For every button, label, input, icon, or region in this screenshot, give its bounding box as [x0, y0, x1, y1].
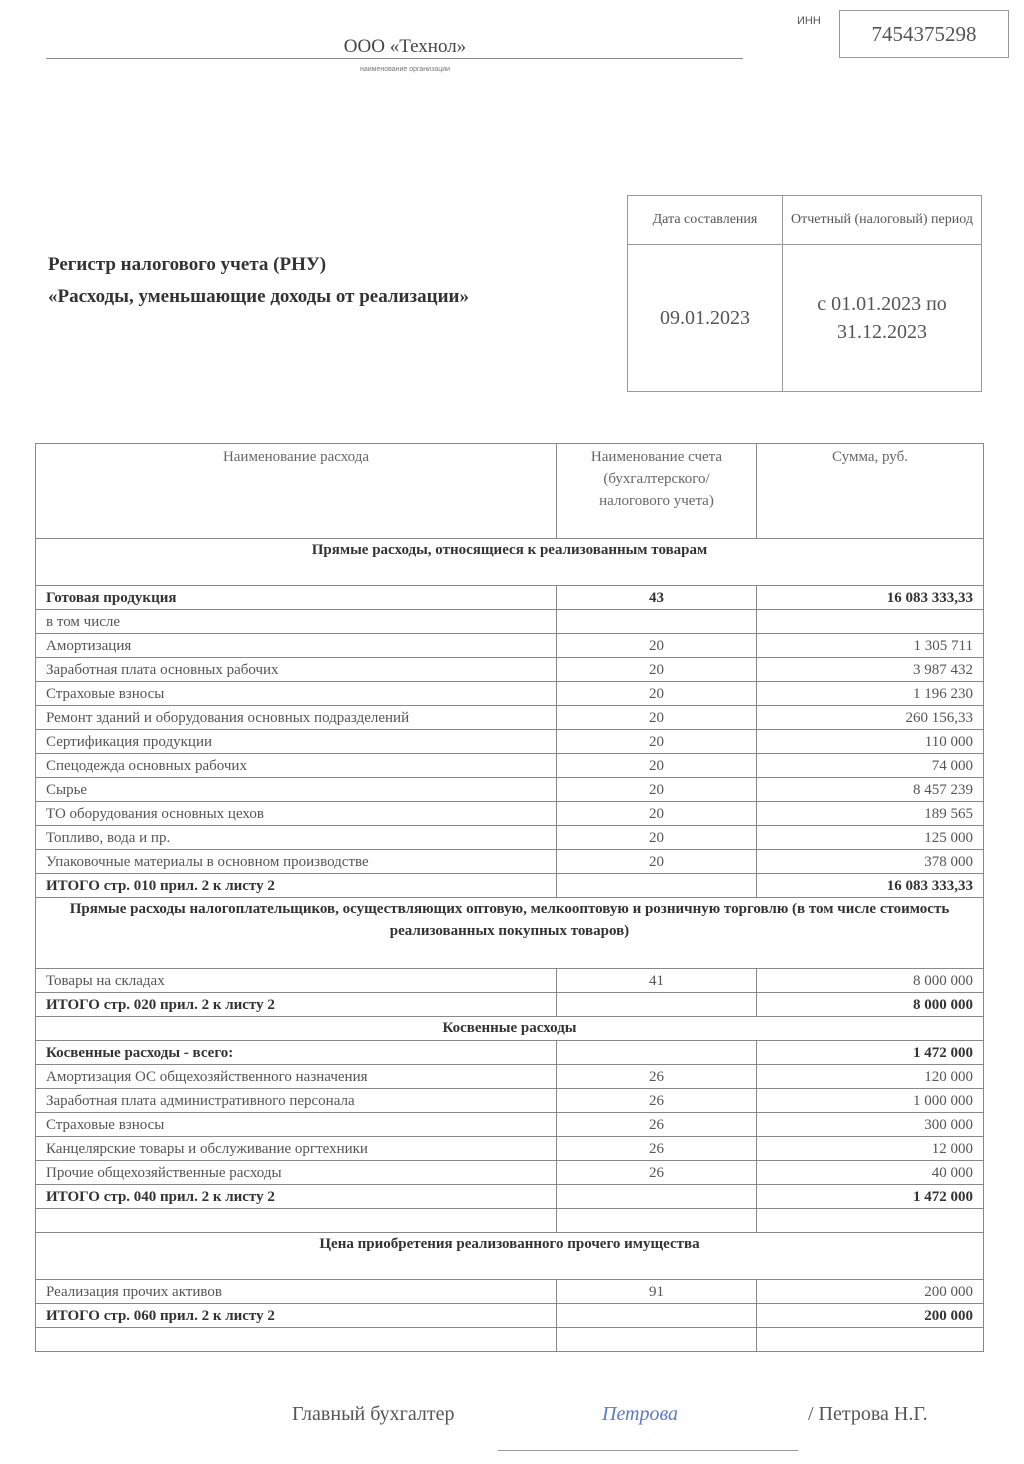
- expense-name-cell: Спецодежда основных рабочих: [36, 754, 557, 778]
- table-row: [36, 610, 984, 634]
- table-row: [36, 778, 984, 802]
- empty-row: [36, 1209, 984, 1233]
- account-cell: 41: [557, 969, 757, 993]
- table-row: [36, 1065, 984, 1089]
- expense-name-cell: Упаковочные материалы в основном производстве: [36, 850, 557, 874]
- table-row: [36, 850, 984, 874]
- account-cell: 26: [557, 1113, 757, 1137]
- section-header-row: [36, 1233, 984, 1280]
- account-cell: 20: [557, 850, 757, 874]
- section-title: Косвенные расходы: [36, 1017, 984, 1041]
- period-label: Отчетный (налоговый) период: [783, 196, 982, 245]
- expense-name-cell: ИТОГО стр. 040 прил. 2 к листу 2: [36, 1185, 557, 1209]
- expense-name-cell: [36, 1328, 557, 1352]
- account-cell: 26: [557, 1089, 757, 1113]
- account-cell: 20: [557, 658, 757, 682]
- account-cell: [557, 1185, 757, 1209]
- amount-cell: 8 457 239: [757, 778, 984, 802]
- expense-name-cell: Страховые взносы: [36, 1113, 557, 1137]
- total-row: [36, 1041, 984, 1065]
- empty-row: [36, 1328, 984, 1352]
- amount-cell: 8 000 000: [757, 993, 984, 1017]
- amount-cell: 8 000 000: [757, 969, 984, 993]
- expense-name-cell: Страховые взносы: [36, 682, 557, 706]
- account-cell: 91: [557, 1280, 757, 1304]
- amount-cell: 1 305 711: [757, 634, 984, 658]
- account-cell: 20: [557, 754, 757, 778]
- section-title: Цена приобретения реализованного прочего имущества: [36, 1233, 984, 1280]
- total-row: [36, 874, 984, 898]
- column-header-account: Наименование счета (бухгалтерского/ налогового учета): [557, 444, 757, 539]
- amount-cell: [757, 1328, 984, 1352]
- table-row: [36, 1280, 984, 1304]
- account-cell: 26: [557, 1161, 757, 1185]
- amount-cell: 1 000 000: [757, 1089, 984, 1113]
- account-cell: 20: [557, 682, 757, 706]
- amount-cell: 1 472 000: [757, 1041, 984, 1065]
- register-title: [48, 249, 469, 313]
- signatory-name: / Петрова Н.Г.: [808, 1403, 928, 1425]
- amount-cell: 110 000: [757, 730, 984, 754]
- table-row: [36, 1113, 984, 1137]
- amount-cell: 16 083 333,33: [757, 586, 984, 610]
- expense-name-cell: Заработная плата административного персонала: [36, 1089, 557, 1113]
- date-value: 09.01.2023: [628, 245, 783, 392]
- table-row: [36, 754, 984, 778]
- table-row: [36, 658, 984, 682]
- expense-name-cell: Сырье: [36, 778, 557, 802]
- register-title-line1: Регистр налогового учета (РНУ): [48, 254, 327, 275]
- table-row: [36, 1137, 984, 1161]
- expense-name-cell: Сертификация продукции: [36, 730, 557, 754]
- expense-name-cell: ИТОГО стр. 020 прил. 2 к листу 2: [36, 993, 557, 1017]
- section-header-row: [36, 1017, 984, 1041]
- expense-name-cell: ТО оборудования основных цехов: [36, 802, 557, 826]
- account-cell: [557, 1328, 757, 1352]
- account-cell: 20: [557, 802, 757, 826]
- amount-cell: 1 472 000: [757, 1185, 984, 1209]
- amount-cell: 260 156,33: [757, 706, 984, 730]
- expense-name-cell: в том числе: [36, 610, 557, 634]
- account-cell: 20: [557, 826, 757, 850]
- expense-name-cell: Заработная плата основных рабочих: [36, 658, 557, 682]
- organization-name: ООО «Технол»: [343, 36, 467, 57]
- total-row: [36, 993, 984, 1017]
- amount-cell: 120 000: [757, 1065, 984, 1089]
- signatory-position: Главный бухгалтер: [292, 1403, 455, 1425]
- amount-cell: 74 000: [757, 754, 984, 778]
- section-header-row: [36, 539, 984, 586]
- total-row: [36, 586, 984, 610]
- amount-cell: [757, 1209, 984, 1233]
- table-row: [36, 730, 984, 754]
- account-cell: 20: [557, 706, 757, 730]
- table-row: [36, 706, 984, 730]
- amount-cell: 40 000: [757, 1161, 984, 1185]
- total-row: [36, 1185, 984, 1209]
- register-table: [35, 443, 984, 1352]
- date-period-box: [627, 195, 982, 392]
- expense-name-cell: Готовая продукция: [36, 586, 557, 610]
- expense-name-cell: ИТОГО стр. 060 прил. 2 к листу 2: [36, 1304, 557, 1328]
- amount-cell: 189 565: [757, 802, 984, 826]
- section-title: Прямые расходы, относящиеся к реализованным товарам: [36, 539, 984, 586]
- account-cell: [557, 1304, 757, 1328]
- table-row: [36, 682, 984, 706]
- account-cell: 26: [557, 1137, 757, 1161]
- account-cell: 26: [557, 1065, 757, 1089]
- account-cell: 20: [557, 778, 757, 802]
- table-row: [36, 802, 984, 826]
- account-cell: [557, 874, 757, 898]
- total-row: [36, 1304, 984, 1328]
- signature-line: [498, 1450, 798, 1451]
- section-header-row: [36, 898, 984, 969]
- amount-cell: 200 000: [757, 1304, 984, 1328]
- column-header-expense: Наименование расхода: [36, 444, 557, 539]
- account-cell: [557, 1041, 757, 1065]
- table-row: [36, 1161, 984, 1185]
- expense-name-cell: Топливо, вода и пр.: [36, 826, 557, 850]
- amount-cell: 200 000: [757, 1280, 984, 1304]
- amount-cell: 125 000: [757, 826, 984, 850]
- table-row: [36, 634, 984, 658]
- expense-name-cell: Канцелярские товары и обслуживание оргтехники: [36, 1137, 557, 1161]
- period-value: с 01.01.2023 по 31.12.2023: [783, 245, 982, 392]
- column-header-amount: Сумма, руб.: [757, 444, 984, 539]
- organization-underline: [46, 58, 743, 59]
- account-cell: 43: [557, 586, 757, 610]
- section-title: Прямые расходы налогоплательщиков, осуществляющих оптовую, мелкооптовую и розничную торговлю (в том числе стоимость реализованных покупных товаров): [36, 898, 984, 969]
- register-title-line2: «Расходы, уменьшающие доходы от реализации»: [48, 286, 469, 307]
- expense-name-cell: Ремонт зданий и оборудования основных подразделений: [36, 706, 557, 730]
- handwritten-signature: Петрова: [602, 1403, 679, 1425]
- expense-name-cell: ИТОГО стр. 010 прил. 2 к листу 2: [36, 874, 557, 898]
- table-header-row: [36, 444, 984, 539]
- table-row: [36, 826, 984, 850]
- inn-value: 7454375298: [871, 21, 977, 46]
- inn-value-box: [839, 10, 1009, 58]
- expense-name-cell: Товары на складах: [36, 969, 557, 993]
- amount-cell: 3 987 432: [757, 658, 984, 682]
- date-label: Дата составления: [628, 196, 783, 245]
- amount-cell: [757, 610, 984, 634]
- inn-label: ИНН: [797, 15, 821, 27]
- expense-name-cell: Реализация прочих активов: [36, 1280, 557, 1304]
- account-cell: [557, 610, 757, 634]
- expense-name-cell: Прочие общехозяйственные расходы: [36, 1161, 557, 1185]
- expense-name-cell: Амортизация ОС общехозяйственного назначения: [36, 1065, 557, 1089]
- amount-cell: 300 000: [757, 1113, 984, 1137]
- account-cell: [557, 1209, 757, 1233]
- expense-name-cell: Амортизация: [36, 634, 557, 658]
- organization-caption: наименование организации: [359, 66, 451, 73]
- expense-name-cell: Косвенные расходы - всего:: [36, 1041, 557, 1065]
- table-row: [36, 1089, 984, 1113]
- account-cell: [557, 993, 757, 1017]
- expense-name-cell: [36, 1209, 557, 1233]
- account-cell: 20: [557, 730, 757, 754]
- amount-cell: 378 000: [757, 850, 984, 874]
- table-row: [36, 969, 984, 993]
- account-cell: 20: [557, 634, 757, 658]
- amount-cell: 1 196 230: [757, 682, 984, 706]
- amount-cell: 16 083 333,33: [757, 874, 984, 898]
- amount-cell: 12 000: [757, 1137, 984, 1161]
